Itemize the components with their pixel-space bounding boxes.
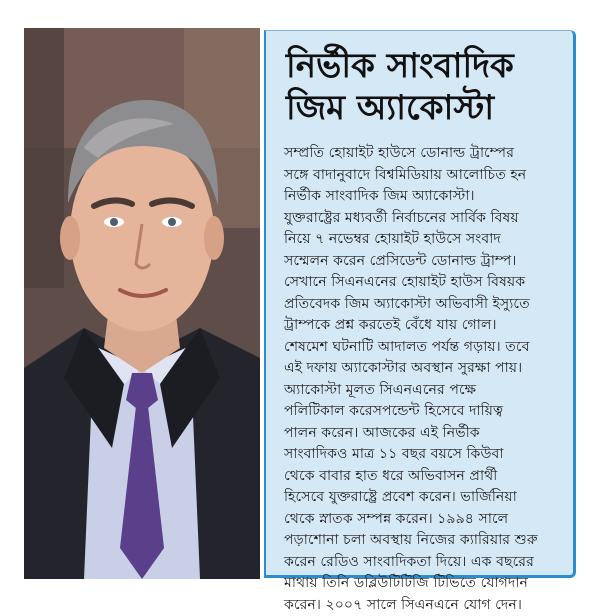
body-line: সম্মেলন করেন প্রেসিডেন্ট ডোনাল্ড ট্রাম্প। — [284, 251, 563, 273]
body-line: নিয়ে ৭ নভেম্বর হোয়াইট হাউসে সংবাদ — [284, 229, 563, 251]
body-line: শেষমেশ ঘটনাটি আদালত পর্যন্ত গড়ায়। তবে — [284, 337, 563, 359]
portrait-photo — [24, 28, 260, 579]
body-line: এই দফায় অ্যাকোস্টার অবস্থান সুরক্ষা পায়। — [284, 358, 563, 380]
article-body — [284, 143, 563, 616]
article-card — [264, 30, 576, 578]
body-line: হিসেবে যুক্তরাষ্ট্রে প্রবেশ করেন। ভার্জিনিয়া — [284, 487, 563, 509]
body-line: পড়াশোনা চলা অবস্থায় নিজের ক্যারিয়ার শুরু — [284, 530, 563, 552]
headline-line-1: নির্ভীক সাংবাদিক — [286, 45, 563, 87]
body-line: নির্ভীক সাংবাদিক জিম অ্যাকোস্টা। — [284, 186, 563, 208]
body-line: সাংবাদিকও মাত্র ১১ বছর বয়সে কিউবা — [284, 444, 563, 466]
body-line: সম্প্রতি হোয়াইট হাউসে ডোনাল্ড ট্রাম্পের — [284, 143, 563, 165]
body-line: অ্যাকোস্টা মূলত সিএনএনের পক্ষে — [284, 380, 563, 402]
body-line: সঙ্গে বাদানুবাদে বিশ্বমিডিয়ায় আলোচিত হন — [284, 165, 563, 187]
body-line: প্রতিবেদক জিম অ্যাকোস্টা অভিবাসী ইস্যুতে — [284, 294, 563, 316]
article-headline — [286, 45, 563, 129]
headline-line-2: জিম অ্যাকোস্টা — [286, 87, 563, 129]
body-line: যুক্তরাষ্ট্রের মধ্যবর্তী নির্বাচনের সার্বিক বিষয় — [284, 208, 563, 230]
body-line: সেখানে সিএনএনের হোয়াইট হাউস বিষয়ক — [284, 272, 563, 294]
body-line: থেকে বাবার হাত ধরে অভিবাসন প্রার্থী — [284, 466, 563, 488]
portrait-photo-icon — [24, 28, 260, 579]
body-line: ট্রাম্পকে প্রশ্ন করতেই বেঁধে যায় গোল। — [284, 315, 563, 337]
body-line: করেন রেডিও সাংবাদিকতা দিয়ে। এক বছরের — [284, 552, 563, 574]
body-line: পালন করেন। আজকের এই নির্ভীক — [284, 423, 563, 445]
body-line: থেকে স্নাতক সম্পন্ন করেন। ১৯৯৪ সালে — [284, 509, 563, 531]
body-line: পলিটিকাল করেসপন্ডেন্ট হিসেবে দায়িত্ব — [284, 401, 563, 423]
body-line: করেন। ২০০৭ সালে সিএনএনে যোগ দেন। — [284, 595, 563, 616]
body-line: মাথায় তিনি ডব্লিউটিটিজি টিভিতে যোগদান — [284, 573, 563, 595]
